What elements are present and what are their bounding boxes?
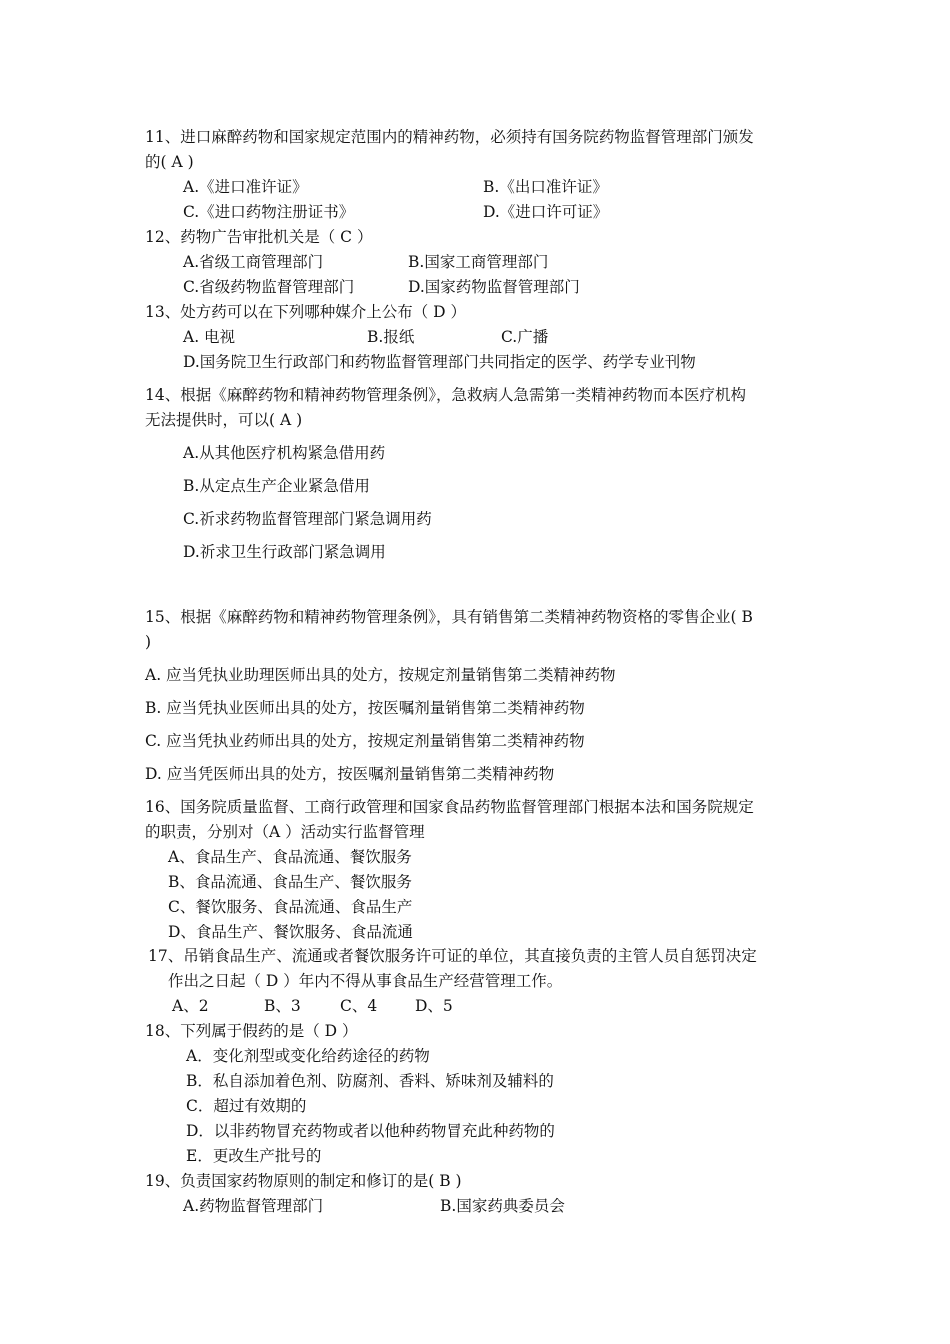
q18-option-e: E．更改生产批号的 [186,1147,322,1165]
q16-stem-line2: 的职责，分别对（A ）活动实行监督管理 [145,823,425,841]
q15-stem-line1: 15、根据《麻醉药物和精神药物管理条例》，具有销售第二类精神药物资格的零售企业( B [145,608,753,626]
q15-stem-line2: ) [145,633,152,651]
q11-stem-line2: 的( A ) [145,153,194,171]
q13-option-a: A. 电视 [183,328,236,346]
q18-stem: 18、下列属于假药的是（ D ） [145,1022,358,1040]
q14-option-c: C.祈求药物监督管理部门紧急调用药 [183,510,432,528]
q14-stem-line1: 14、根据《麻醉药物和精神药物管理条例》，急救病人急需第一类精神药物而本医疗机构 [145,386,746,404]
q11-option-a: A.《进口准许证》 [183,178,308,196]
q11-option-c: C.《进口药物注册证书》 [183,203,355,221]
q18-option-b: B．私自添加着色剂、防腐剂、香料、矫味剂及辅料的 [186,1072,554,1090]
q12-option-b: B.国家工商管理部门 [408,253,549,271]
q15-option-b: B. 应当凭执业医师出具的处方，按医嘱剂量销售第二类精神药物 [145,699,585,717]
q16-option-d: D、食品生产、餐饮服务、食品流通 [168,923,413,941]
q15-option-c: C. 应当凭执业药师出具的处方，按规定剂量销售第二类精神药物 [145,732,585,750]
q15-option-a: A. 应当凭执业助理医师出具的处方，按规定剂量销售第二类精神药物 [145,666,616,684]
q12-option-c: C.省级药物监督管理部门 [183,278,355,296]
q13-option-b: B.报纸 [367,328,415,346]
q11-option-b: B.《出口准许证》 [483,178,608,196]
q16-stem-line1: 16、国务院质量监督、工商行政管理和国家食品药物监督管理部门根据本法和国务院规定 [145,798,754,816]
q13-stem: 13、处方药可以在下列哪种媒介上公布（ D ） [145,303,467,321]
q17-option-a: A、2 [172,997,209,1015]
q11-option-d: D.《进口许可证》 [483,203,609,221]
q14-stem-line2: 无法提供时，可以( A ) [145,411,303,429]
q11-stem-line1: 11、进口麻醉药物和国家规定范围内的精神药物，必须持有国务院药物监督管理部门颁发 [145,128,754,146]
q17-stem-line2: 作出之日起（ D ）年内不得从事食品生产经营管理工作。 [168,972,563,990]
q13-option-d: D.国务院卫生行政部门和药物监督管理部门共同指定的医学、药学专业刊物 [183,353,696,371]
q17-stem-line1: 17、吊销食品生产、流通或者餐饮服务许可证的单位，其直接负责的主管人员自惩罚决定 [148,947,757,965]
q19-option-b: B.国家药典委员会 [440,1197,565,1215]
q13-option-c: C.广播 [501,328,549,346]
q19-option-a: A.药物监督管理部门 [183,1197,324,1215]
q15-option-d: D. 应当凭医师出具的处方，按医嘱剂量销售第二类精神药物 [145,765,555,783]
q16-option-a: A、食品生产、食品流通、餐饮服务 [168,848,412,866]
q17-option-c: C、4 [340,997,378,1015]
q19-stem: 19、负责国家药物原则的制定和修订的是( B ) [145,1172,462,1190]
q16-option-c: C、餐饮服务、食品流通、食品生产 [168,898,413,916]
q18-option-c: C．超过有效期的 [186,1097,307,1115]
q12-stem: 12、药物广告审批机关是（ C ） [145,228,373,246]
q14-option-a: A.从其他医疗机构紧急借用药 [183,444,386,462]
q14-option-d: D.祈求卫生行政部门紧急调用 [183,543,386,561]
q18-option-d: D．以非药物冒充药物或者以他种药物冒充此种药物的 [186,1122,555,1140]
q14-option-b: B.从定点生产企业紧急借用 [183,477,370,495]
q17-option-d: D、5 [415,997,453,1015]
q17-option-b: B、3 [264,997,301,1015]
q12-option-d: D.国家药物监督管理部门 [408,278,580,296]
q12-option-a: A.省级工商管理部门 [183,253,324,271]
q18-option-a: A．变化剂型或变化给药途径的药物 [186,1047,430,1065]
q16-option-b: B、食品流通、食品生产、餐饮服务 [168,873,412,891]
